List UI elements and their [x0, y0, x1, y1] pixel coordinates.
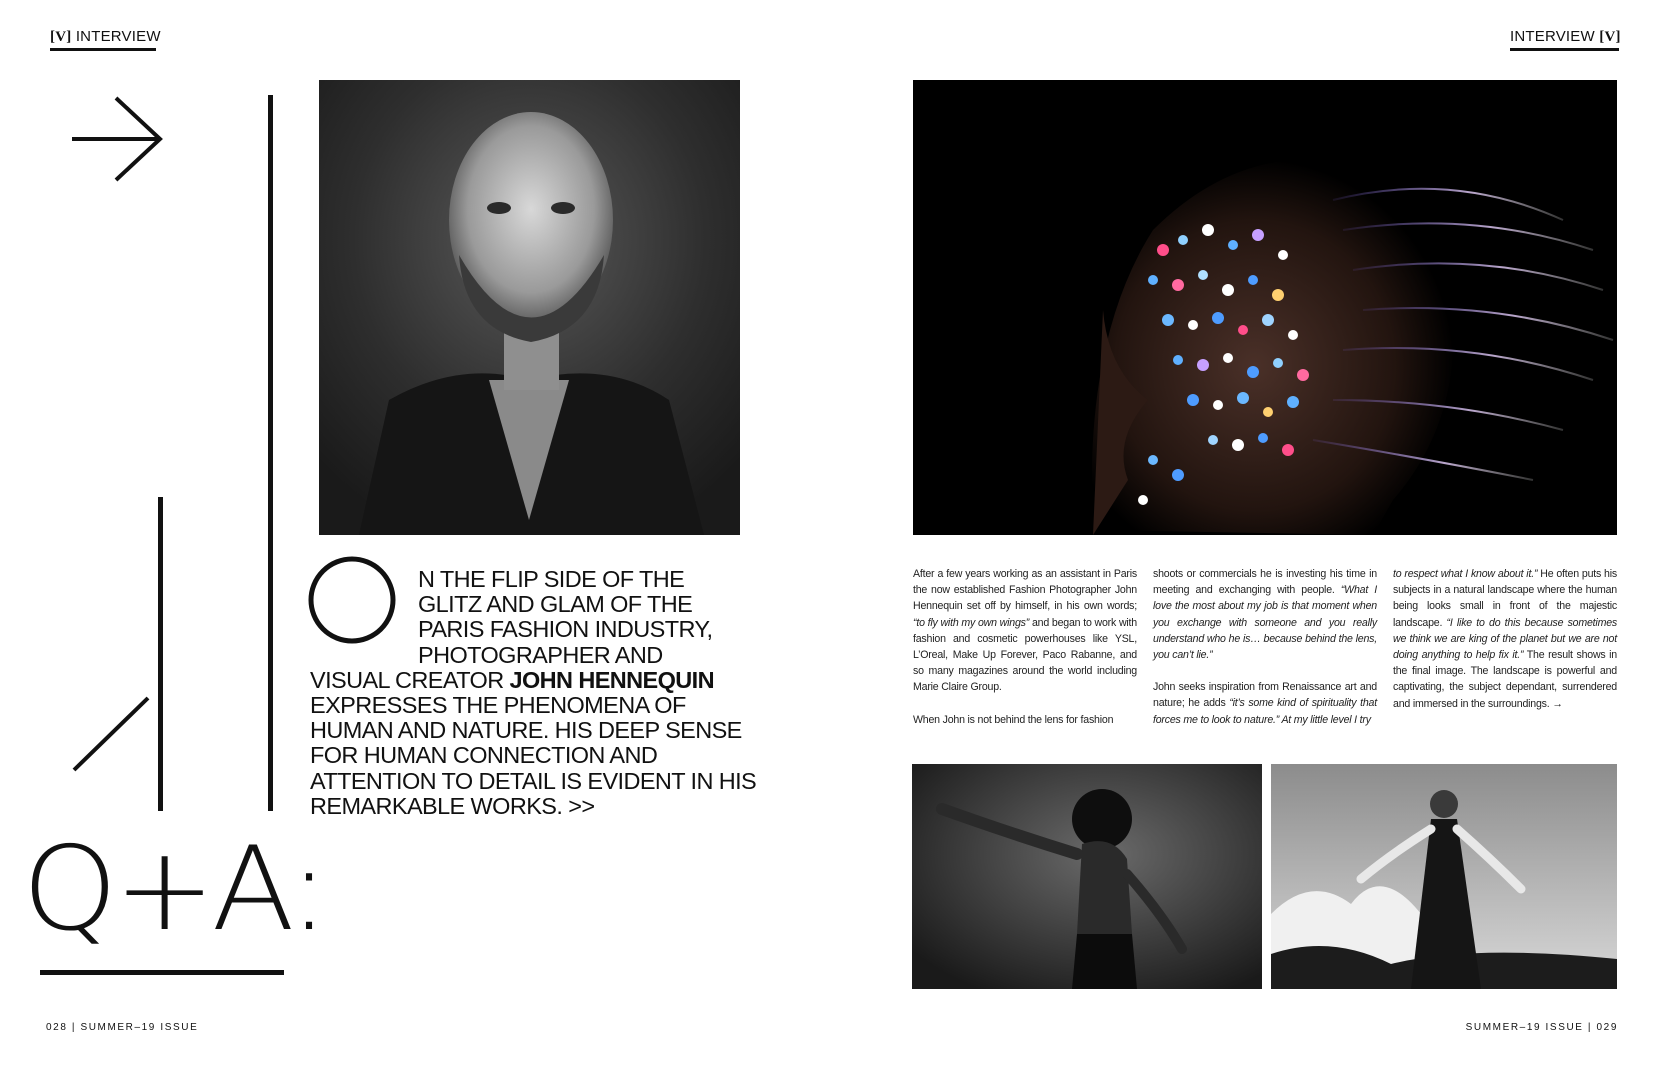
hero-photo-lights [913, 80, 1617, 535]
vertical-rule-short [158, 497, 163, 811]
col3-text-b: The result shows in the final image. The landscape is powerful and captivating, the subject dependant, surrendered and immersed in the surroundings. → [1393, 649, 1618, 710]
intro-paragraph [310, 567, 770, 819]
footer-left: 028 | SUMMER–19 ISSUE [46, 1022, 199, 1033]
column-2-paragraph-1 [1153, 566, 1377, 663]
body-column-1 [913, 566, 1137, 744]
col2-text-a: shoots or commercials he is investing his time in meeting and exchanging with people. [1153, 568, 1377, 597]
footer-right: SUMMER–19 ISSUE | 029 [1465, 1022, 1618, 1033]
intro-line-5 [310, 668, 770, 693]
col2-quote: “What I love the most about my job is that moment when you exchange with someone and you really understand who he is… because behind the lens, you can’t lie.” [1153, 584, 1377, 662]
intro-rest: EXPRESSES THE PHENOMENA OF HUMAN AND NATURE. HIS DEEP SENSE FOR HUMAN CONNECTION AND ATTENTION TO DETAIL IS EVIDENT IN HIS REMARKABLE WORKS. >> [310, 692, 757, 819]
arrow-right-icon [70, 96, 166, 184]
intro-line-1: N THE FLIP SIDE OF THE [418, 566, 685, 592]
col1-text-b: and began to work with fashion and cosmetic powerhouses like YSL, L’Oreal, Make Up Forever, Paco Rabanne, and so many magazines around the world including Marie Claire Group. [913, 616, 1137, 694]
portrait-photo [319, 80, 740, 535]
intro-line-4: PHOTOGRAPHER AND [418, 641, 663, 668]
col2-text-b: John seeks inspiration from Renaissance art and nature; he adds [1153, 681, 1377, 710]
section-label-right: INTERVIEW [1510, 28, 1595, 45]
column-1-paragraph-1 [913, 566, 1137, 696]
body-column-2 [1153, 566, 1377, 744]
header-right-underline [1510, 48, 1619, 51]
col2-quote-2: “it’s some kind of spirituality that forces me to look to nature.” At my little level I try [1153, 697, 1377, 726]
header-left-underline [50, 48, 156, 51]
col1-quote: “to fly with my own wings” [913, 616, 1030, 629]
col3-quote-2: “I like to do this because sometimes we think we are king of the planet but we are not doing anything to help fix it.” [1393, 616, 1617, 662]
col3-quote-1: to respect what I know about it.” [1393, 568, 1538, 580]
section-label-left: INTERVIEW [75, 28, 161, 45]
dancer-photo [912, 764, 1262, 989]
body-column-3 [1393, 566, 1617, 728]
vertical-rule-tall [268, 95, 273, 811]
qa-title: Q+A: [22, 822, 326, 957]
col3-text-a: He often puts his subjects in a natural landscape where the human being looks small in front of the majestic landscape. [1393, 568, 1617, 629]
column-1-paragraph-2: When John is not behind the lens for fashion [913, 713, 1114, 726]
diagonal-slash-icon [70, 695, 152, 773]
col1-text-a: After a few years working as an assistant in Paris the now established Fashion Photographer John Hennequin set off by himself, in his own words; [913, 568, 1137, 613]
column-3-paragraph-1 [1393, 566, 1617, 712]
intro-line-5-text: VISUAL CREATOR [310, 666, 510, 693]
v-logo-right: [V] [1599, 29, 1621, 45]
qa-underline [40, 970, 284, 975]
intro-line-3: PARIS FASHION INDUSTRY, [418, 616, 713, 643]
intro-line-2: GLITZ AND GLAM OF THE [418, 591, 693, 618]
seaside-figure-photo [1271, 764, 1617, 989]
v-logo: [V] [50, 29, 72, 45]
header-left [50, 28, 161, 46]
photographer-name: JOHN HENNEQUIN [509, 666, 714, 693]
column-2-paragraph-2 [1153, 679, 1377, 728]
header-right [1510, 28, 1621, 46]
